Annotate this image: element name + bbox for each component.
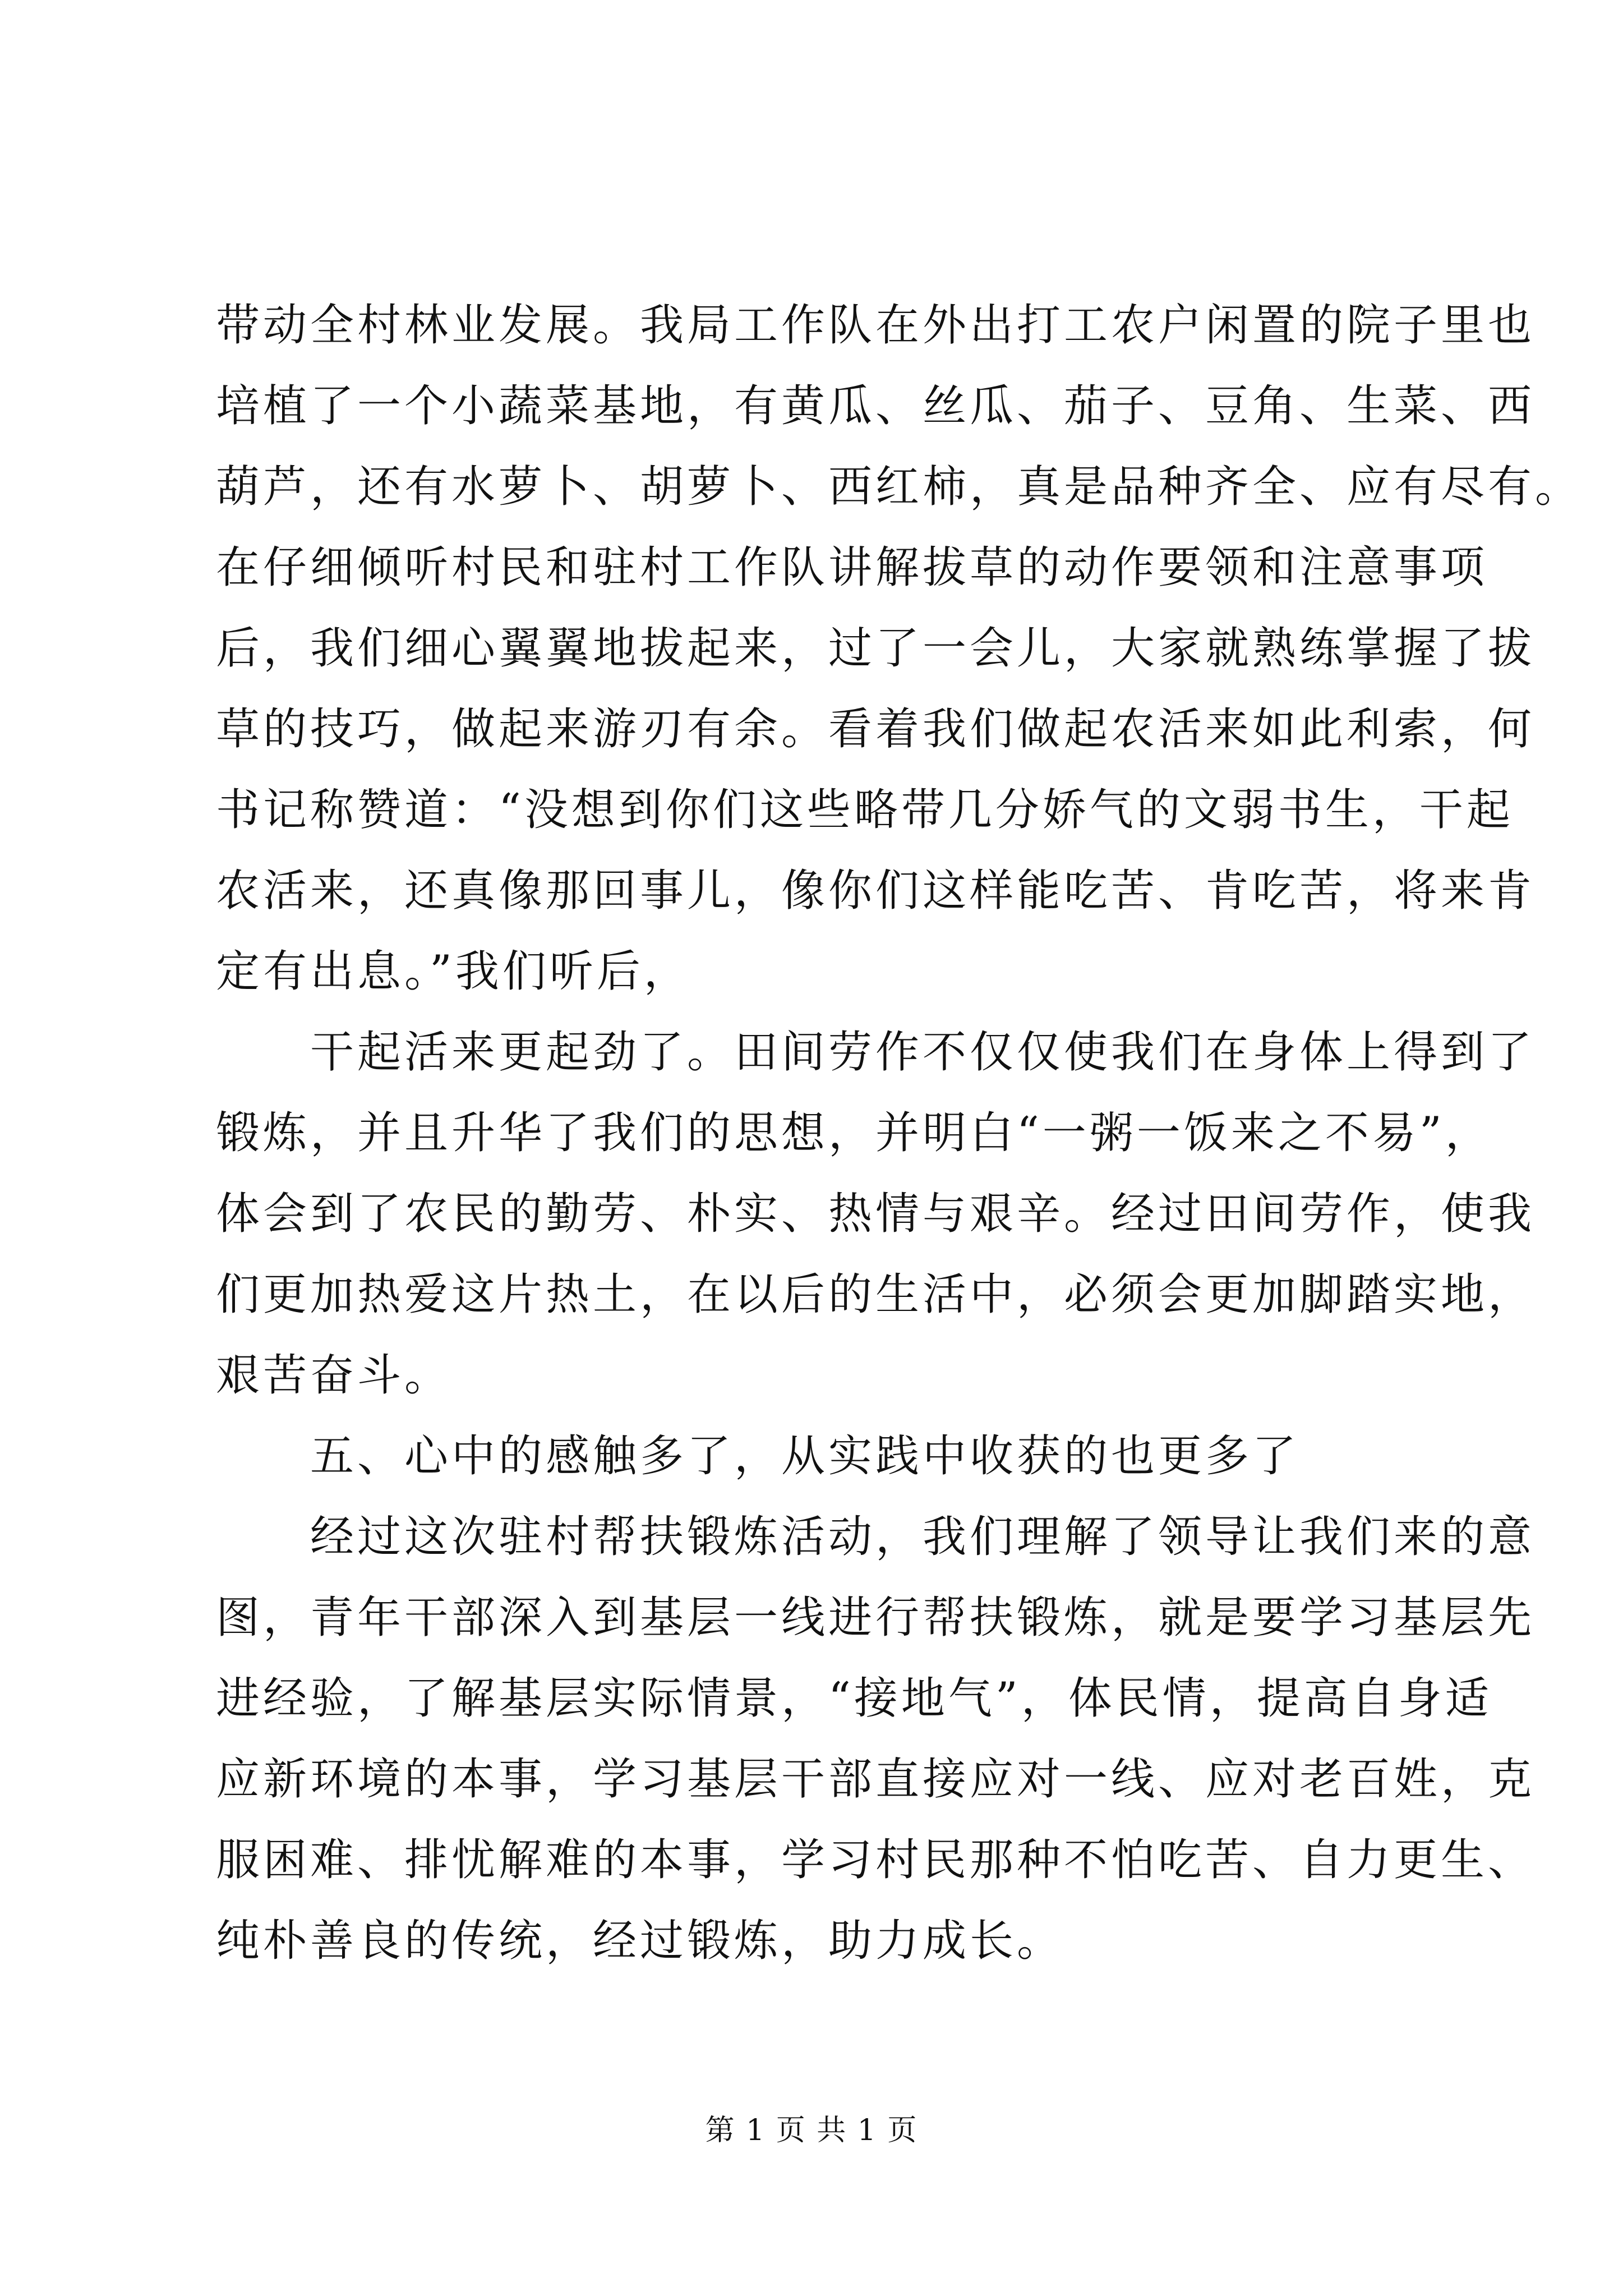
- text-line: 服困难、排忧解难的本事，学习村民那种不怕吃苦、自力更生、: [216, 1835, 1536, 1885]
- text-line: 体会到了农民的勤劳、朴实、热情与艰辛。经过田间劳作，使我: [216, 1189, 1536, 1239]
- text-line: 带动全村林业发展。我局工作队在外出打工农户闲置的院子里也: [216, 300, 1536, 351]
- text-line: 在仔细倾听村民和驻村工作队讲解拔草的动作要领和注意事项: [216, 542, 1488, 593]
- text-line: 培植了一个小蔬菜基地，有黄瓜、丝瓜、茄子、豆角、生菜、西: [216, 381, 1536, 431]
- text-line: 图，青年干部深入到基层一线进行帮扶锻炼，就是要学习基层先: [216, 1593, 1536, 1643]
- text-line: 经过这次驻村帮扶锻炼活动，我们理解了领导让我们来的意: [216, 1512, 1536, 1562]
- text-line: 艰苦奋斗。: [216, 1350, 452, 1401]
- text-line: 进经验，了解基层实际情景，“接地气”，体民情，提高自身适: [216, 1673, 1492, 1724]
- text-line: 农活来，还真像那回事儿，像你们这样能吃苦、肯吃苦，将来肯: [216, 866, 1536, 916]
- page-number-footer: 第 1 页 共 1 页: [705, 2114, 918, 2147]
- text-line: 干起活来更起劲了。田间劳作不仅仅使我们在身体上得到了: [216, 1027, 1536, 1078]
- text-line: 锻炼，并且升华了我们的思想，并明白“一粥一饭来之不易”，: [216, 1108, 1492, 1158]
- text-line: 草的技巧，做起来游刃有余。看着我们做起农活来如此利索，何: [216, 704, 1536, 754]
- text-line: 书记称赞道：“没想到你们这些略带几分娇气的文弱书生，干起: [216, 785, 1514, 835]
- text-line: 后，我们细心翼翼地拔起来，过了一会儿，大家就熟练掌握了拔: [216, 623, 1536, 674]
- text-line: 们更加热爱这片热土，在以后的生活中，必须会更加脚踏实地，: [216, 1269, 1536, 1320]
- text-line: 应新环境的本事，学习基层干部直接应对一线、应对老百姓，克: [216, 1754, 1536, 1805]
- text-line: 定有出息。”我们听后，: [216, 946, 691, 997]
- text-line: 纯朴善良的传统，经过锻炼，助力成长。: [216, 1916, 1064, 1966]
- section-heading: 五、心中的感触多了，从实践中收获的也更多了: [216, 1431, 1300, 1481]
- text-line: 葫芦，还有水萝卜、胡萝卜、西红柿，真是品种齐全、应有尽有。: [216, 462, 1583, 512]
- body-text: [216, 285, 1583, 1981]
